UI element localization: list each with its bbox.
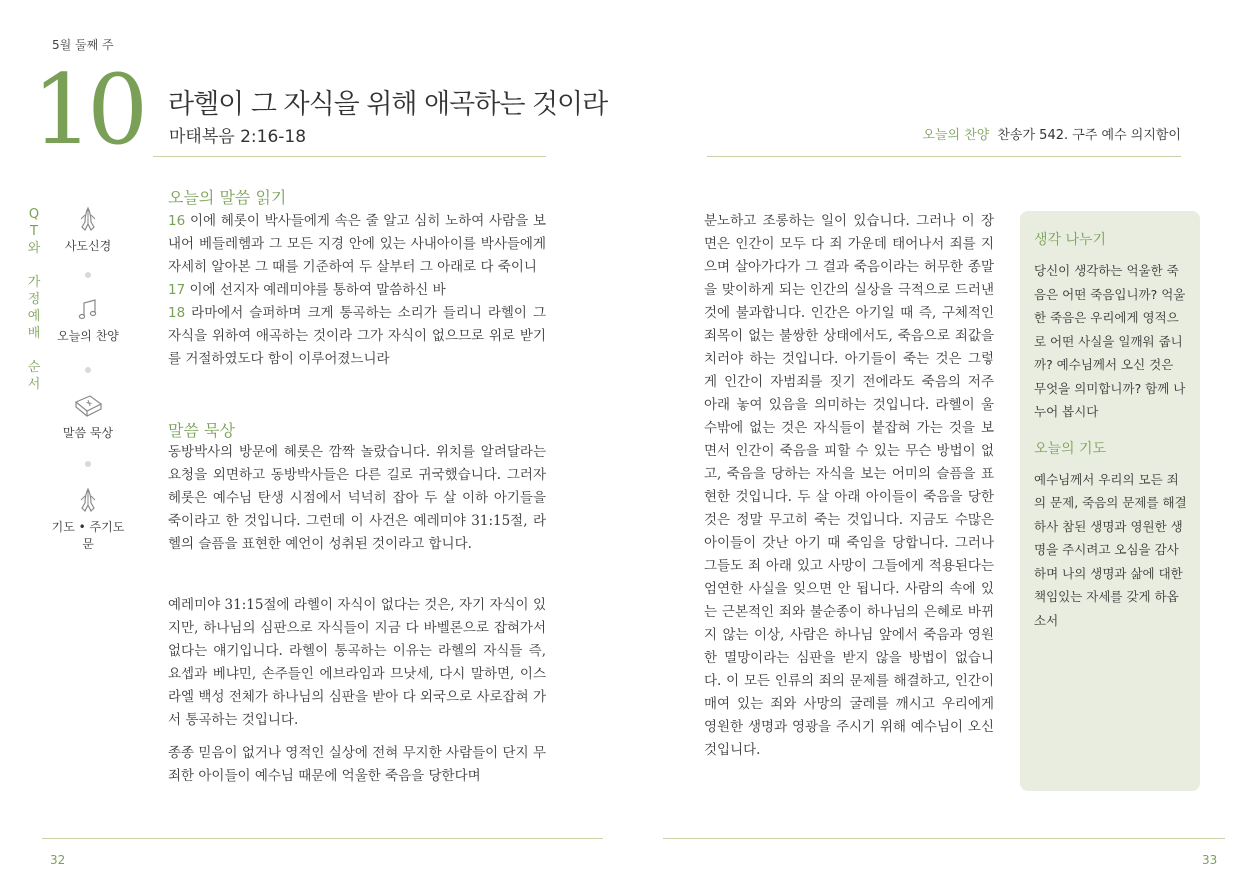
week-label: 5월 둘째 주 (52, 38, 114, 52)
nav-label: 말씀 묵상 (62, 426, 114, 440)
sidebar-title-char: 가 (27, 275, 41, 290)
reading-heading: 오늘의 말씀 읽기 (168, 188, 287, 207)
sidebar-title-char: 정 (27, 292, 41, 307)
sidebar-title-char: 순 (27, 360, 41, 375)
praying-hands-icon (73, 205, 103, 233)
meditation-continued: 분노하고 조롱하는 일이 있습니다. 그러나 이 장면은 인간이 모두 다 죄 가운데 태어나서 죄를 지으며 살아가다가 그 결과 죽음이라는 허무한 종말을 맞이하게 되는 인간의 실상을 극적으로 드러낸 것에 불과합니다. 인간은 아기일 때 즉, 구체적인 죄목이 없는 불쌍한 상태에서도, 죽음으로 죄값을 치러야 하는 것입니다. 아기들이 죽는 것은 그렇게 인간이 자범죄를 짓기 전에라도 죽음의 저주 아래 놓여 있음을 의미하는 것입니다. 라헬이 울 수밖에 없는 것은 자식들이 붙잡혀 가는 것을 보면서 인간이 죽음을 피할 수 있는 무슨 방법이 없고, 죽음을 당하는 자식을 보는 어미의 슬픔을 표현한 것입니다. 두 살 아래 아이들이 죽음을 당한 것은 정말 무고히 죽는 것입니다. 지금도 수많은 아이들이 갓난 아기 때 죽임을 당합니다. 그러나 그들도 죄 아래 있고 사망이 그들에게 적용된다는 엄연한 사실을 잊으면 안 됩니다. 사람의 속에 있는 근본적인 죄와 불순종이 하나님의 은혜로 바뀌지 않는 이상, 사람은 하나님 앞에서 죽음과 영원한 멸망이라는 심판을 받지 않을 방법이 없습니다. 이 모든 인류의 죄의 문제를 해결하고, 인간이 매여 있는 죄와 사망의 굴레를 깨시고 우리에게 영원한 생명과 영광을 주시기 위해 예수님이 오신 것입니다. (704, 213, 994, 758)
nav-item-apostles-creed (48, 205, 128, 254)
nav-separator-dot (85, 272, 91, 278)
verse-text: 이에 선지자 예레미야를 통하여 말씀하신 바 (185, 282, 446, 298)
bible-book-icon (72, 392, 104, 420)
nav-separator-dot (85, 367, 91, 373)
verse-number: 17 (168, 282, 186, 298)
scripture-reference: 마태복음 2:16-18 (169, 127, 307, 147)
sidebar-title (26, 206, 42, 393)
nav-item-hymn (48, 297, 128, 344)
header-divider-left (153, 156, 546, 157)
sidebar-title-char: 예 (27, 309, 41, 324)
hymn-info (922, 124, 1181, 143)
meditation-paragraph: 종종 믿음이 없거나 영적인 실상에 전혀 무지한 사람들이 단지 무죄한 아이들이 예수님 때문에 억울한 죽음을 당한다며 (168, 745, 546, 784)
nav-label: 기도 • 주기도문 (51, 520, 125, 551)
hymn-label: 오늘의 찬양 (922, 128, 990, 143)
nav-label: 사도신경 (64, 239, 112, 253)
hymn-text: 찬송가 542. 구주 예수 의지함이 (997, 128, 1181, 143)
reflection-box (1020, 211, 1200, 791)
verse-number: 18 (168, 305, 186, 321)
praying-hands-icon (73, 486, 103, 514)
sidebar-title-char: 배 (27, 326, 41, 341)
footer-divider-left (42, 838, 603, 839)
page-number-left: 32 (50, 853, 66, 867)
reading-passage (168, 210, 546, 371)
nav-item-meditation (48, 392, 128, 441)
music-note-icon (75, 297, 101, 323)
day-number: 10 (32, 54, 143, 166)
meditation-paragraph: 예레미야 31:15절에 라헬이 자식이 없다는 것은, 자기 자식이 있지만, 하나님의 심판으로 자식들이 지금 다 바벨론으로 잡혀가서 없다는 얘기입니다. 라헬이 통곡하는 이유는 라헬의 자식들 즉, 요셉과 베냐민, 손주들인 에브라임과 므낫세, 다시 말하면, 이스라엘 백성 전체가 하나님의 심판을 받아 다 외국으로 사로잡혀 가서 통곡하는 것입니다. (168, 597, 546, 728)
sidebar-title-char: Q (28, 207, 40, 222)
sidebar-title-char: 서 (27, 377, 41, 392)
nav-item-prayer (48, 486, 128, 552)
page-title: 라헬이 그 자식을 위해 애곡하는 것이라 (168, 89, 608, 120)
footer-divider-right (663, 838, 1225, 839)
prayer-text: 예수님께서 우리의 모든 죄의 문제, 죽음의 문제를 해결하사 참된 생명과 영원한 생명을 주시려고 오심을 감사하며 나의 생명과 삶에 대한 책임있는 자세를 갖게 하옵소서 (1034, 471, 1187, 628)
meditation-paragraph: 동방박사의 방문에 헤롯은 깜짝 놀랐습니다. 위치를 알려달라는 요청을 외면하고 동방박사들은 다른 길로 귀국했습니다. 그러자 헤롯은 예수님 탄생 시점에서 넉넉히 잡아 두 살 이하 아기들을 죽이라고 한 것입니다. 그런데 이 사건은 예레미야 31:15절, 라헬의 슬픔을 표현한 예언이 성취된 것이라고 합니다. (168, 444, 546, 552)
page-number-right: 33 (1202, 853, 1218, 867)
verse (168, 210, 546, 279)
verse (168, 279, 546, 302)
share-text: 당신이 생각하는 억울한 죽음은 어떤 죽음입니까? 억울한 죽음은 우리에게 영적으로 어떤 사실을 일깨워 줍니까? 예수님께서 오신 것은 무엇을 의미합니까? 함께 나누어 봅시다 (1034, 263, 1186, 419)
sidebar-title-char: 와 (27, 241, 41, 256)
verse-text: 라마에서 슬퍼하며 크게 통곡하는 소리가 들리니 라헬이 그 자식을 위하여 애곡하는 것이라 그가 자식이 없으므로 위로 받기를 거절하였도다 함이 이루어졌느니라 (168, 305, 546, 367)
meditation-heading: 말씀 묵상 (168, 421, 235, 440)
nav-label: 오늘의 찬양 (57, 329, 119, 343)
nav-separator-dot (85, 461, 91, 467)
header-divider-right (707, 156, 1181, 157)
verse-text: 이에 헤롯이 박사들에게 속은 줄 알고 심히 노하여 사람을 보내어 베들레헴과 그 모든 지경 안에 있는 사내아이를 박사들에게 자세히 알아본 그 때를 기준하여 두 살부터 그 아래로 다 죽이니 (168, 213, 546, 275)
verse (168, 302, 546, 371)
verse-number: 16 (168, 213, 186, 229)
sidebar-title-char: T (30, 224, 38, 239)
prayer-heading: 오늘의 기도 (1034, 440, 1107, 457)
share-heading: 생각 나누기 (1034, 232, 1107, 248)
